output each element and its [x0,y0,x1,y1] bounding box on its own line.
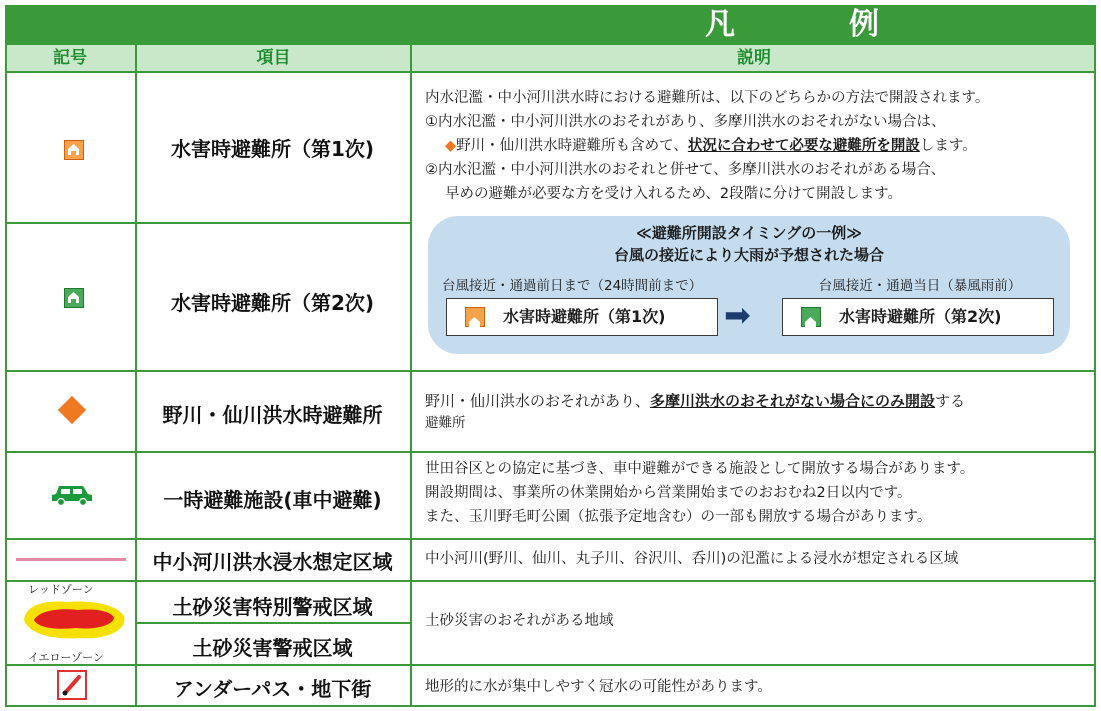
underpass-desc: 地形的に水が集中しやすく冠水の可能性があります。 [425,679,772,695]
row-line [5,580,1096,582]
diamond-icon [58,396,86,424]
item-shelter-second: 水害時避難所（第2次) [170,291,375,315]
row-line [5,664,1096,666]
pink-line-icon [16,558,126,561]
table-header [5,45,1096,71]
river-desc: 中小河川(野川、仙川、丸子川、谷沢川、呑川)の氾濫による浸水が想定される区域 [425,551,959,567]
car-desc-line2: 開設期間は、事業所の休業開始から営業開始までのおおむね2日以内です。 [425,485,912,501]
item-river-flood-area: 中小河川洪水浸水想定区域 [152,550,393,574]
shelter-first-icon [465,307,485,327]
timing-left-caption: 台風接近・通過前日まで（24時間前まで） [442,278,703,294]
title-bar [5,5,1096,45]
yellow-zone-label: イエローゾーン [28,651,104,664]
diamond-icon: ◆ [445,138,457,154]
shelter-first-icon [64,140,84,160]
header-item: 項目 [256,48,291,68]
car-icon [50,482,94,506]
divider-item [410,45,412,707]
row-line [5,705,1096,707]
border-right [1094,45,1096,707]
divider-symbol [135,45,137,707]
header-description: 説明 [737,48,771,68]
timing-subtitle: 台風の接近により大雨が予想された場合 [613,246,884,264]
item-shelter-first: 水害時避難所（第1次) [170,137,375,161]
timing-box-first [446,298,718,336]
row-line [5,538,1096,540]
shelter-desc-line1: 内水氾濫・中小河川洪水時における避難所は、以下のどちらかの方法で開設されます。 [425,90,990,106]
timing-right-caption: 台風接近・通過当日（暴風雨前） [818,278,1022,294]
nogawa-desc-line2: 避難所 [425,415,466,431]
row-line [5,71,1096,73]
item-underpass: アンダーパス・地下街 [173,677,372,701]
underpass-icon [57,670,87,700]
shelter-desc-line3: ◆野川・仙川洪水時避難所も含めて、状況に合わせて必要な避難所を開設します。 [445,138,977,154]
shelter-desc-line5: 早めの避難が必要な方を受け入れるため、2段階に分けて開設します。 [445,186,902,202]
shelter-second-icon [64,288,84,308]
row-line [5,451,1096,453]
landslide-desc: 土砂災害のおそれがある地域 [425,613,614,629]
red-zone-label: レッドゾーン [28,583,94,596]
car-desc-line3: また、玉川野毛町公園（拡張予定地含む）の一部も開放する場合があります。 [425,509,932,525]
row-line [135,622,410,624]
shelter-desc-line2: ①内水氾濫・中小河川洪水のおそれがあり、多摩川洪水のおそれがない場合は、 [425,114,946,130]
timing-box-second [782,298,1054,336]
item-car-shelter: 一時避難施設(車中避難) [163,488,382,512]
car-desc-line1: 世田谷区との協定に基づき、車中避難ができる施設として開放する場合があります。 [425,461,975,477]
item-landslide-special-area: 土砂災害特別警戒区域 [172,595,373,619]
timing-example-panel [428,216,1070,354]
shelter-second-icon [801,307,821,327]
shelter-desc-line4: ②内水氾濫・中小河川洪水のおそれと併せて、多摩川洪水のおそれがある場合、 [425,162,946,178]
timing-box-second-label: 水害時避難所（第2次) [839,307,1002,326]
right-arrow-icon: ➡ [724,296,751,334]
border-left [5,45,7,707]
item-nogawa-shelter: 野川・仙川洪水時避難所 [162,403,383,427]
nogawa-desc-line1: 野川・仙川洪水のおそれがあり、多摩川洪水のおそれがない場合にのみ開設する [425,392,966,410]
item-landslide-area: 土砂災害警戒区域 [192,636,353,660]
header-symbol: 記号 [53,48,87,68]
row-line [5,370,1096,372]
page-title: 凡 例 [705,7,921,42]
timing-box-first-label: 水害時避難所（第1次) [503,307,666,326]
row-line [5,222,410,224]
landslide-zone-icon [20,596,130,646]
timing-title: ≪避難所開設タイミングの一例≫ [636,224,862,242]
